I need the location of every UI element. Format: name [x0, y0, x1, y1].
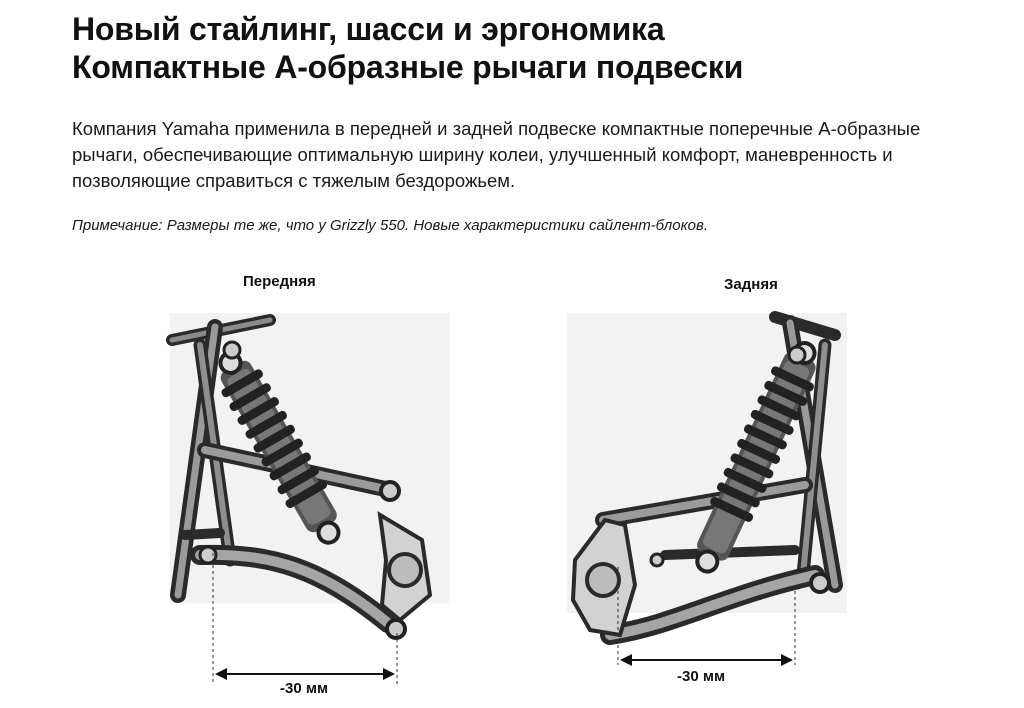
title-line-2: Компактные А-образные рычаги подвески [72, 49, 744, 85]
title-line-1: Новый стайлинг, шасси и эргономика [72, 11, 665, 47]
description-text: Компания Yamaha применила в передней и задней подвеске компактные поперечные А-образные рычаги, обеспечивающие оптимальную ширину колеи, улучшенный комфорт, маневренность и позволяющие справиться с тяжелым бездорожьем. [72, 118, 921, 191]
rear-dimension-label: -30 мм [677, 668, 726, 685]
rear-suspension-drawing [565, 305, 855, 680]
page-title [72, 10, 743, 86]
front-suspension-drawing [160, 305, 460, 705]
front-suspension-label: Передняя [243, 273, 316, 290]
note-text: Примечание: Размеры те же, что у Grizzly 550. Новые характеристики сайлент-блоков. [72, 217, 709, 234]
front-dimension-label: -30 мм [280, 680, 329, 697]
rear-suspension-label: Задняя [724, 276, 778, 293]
